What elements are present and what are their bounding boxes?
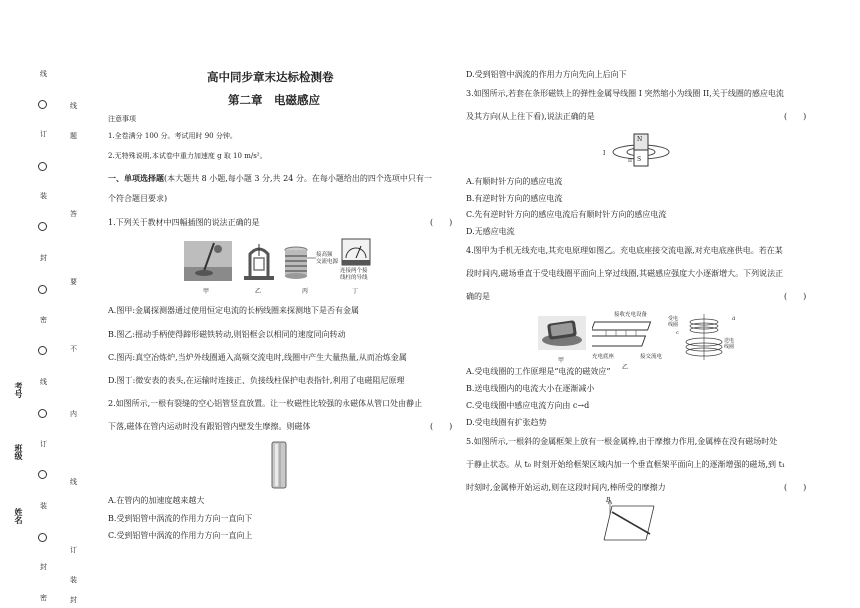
margin-circle	[38, 409, 47, 418]
q4-stem-line2: 段时间内,磁场垂直于受电线圈平面向上穿过线圈,其磁感应强度大小逐渐增大。下列说法正	[466, 269, 784, 278]
notes-item: 1.全卷满分 100 分。考试用时 90 分钟。	[108, 132, 237, 140]
q5-stem-line1: 5.如图所示,一根斜的金属框架上放有一根金属棒,由于摩擦力作用,金属棒在没有磁场时处	[466, 437, 778, 446]
q4-fig-text: 接交流电	[640, 354, 663, 360]
margin-char: 答	[70, 210, 77, 218]
q4-stem-line3: 确的是	[466, 292, 490, 301]
q5-figure-frame	[598, 500, 662, 548]
q4-figure-coils	[684, 314, 724, 362]
q3-option: B.有逆时针方向的感应电流	[466, 194, 563, 203]
q4-fig-text: c	[676, 330, 679, 336]
q1-answer-paren: ( )	[430, 218, 453, 227]
q3-fig-label-ii: II	[628, 158, 632, 164]
q4-fig-text: 接收充电设备	[614, 312, 648, 318]
q3-stem-line1: 3.如图所示,若套在条形磁铁上的弹性金属导线圈 I 突然缩小为线圈 II,关于线圈的感应电流	[466, 89, 784, 98]
margin-char: 订	[40, 440, 47, 448]
q4-answer-paren: ( )	[784, 292, 807, 301]
q4-fig-text: 充电底座	[592, 354, 615, 360]
q4-figure-yi-charger	[592, 318, 658, 352]
q1-option: C.图丙:真空冶炼炉,当炉外线圈通入高频交流电时,线圈中产生大量热量,从而冶炼金属	[108, 353, 407, 362]
section-desc-line2: 个符合题目要求)	[108, 194, 168, 203]
margin-char: 密	[40, 594, 47, 602]
q1-fig-d-text	[340, 268, 368, 282]
margin-circle	[38, 100, 47, 109]
q2-figure-aluminium-tube	[271, 441, 287, 489]
q1-fig-c-text-line: 接高频	[316, 252, 333, 258]
q4-fig-label: 乙	[622, 364, 629, 371]
q2-option-d: D.受到铝管中涡流的作用力方向先向上后向下	[466, 70, 627, 79]
q3-option: D.无感应电流	[466, 227, 515, 236]
chapter-title: 第二章 电磁感应	[228, 93, 320, 107]
q4-figure-jia-phone	[538, 316, 586, 350]
q3-fig-label-s: S	[637, 156, 642, 163]
margin-char: 装	[40, 192, 47, 200]
q4-fig-text: d	[732, 316, 736, 322]
margin-char: 线	[70, 478, 77, 486]
margin-char: 装	[40, 502, 47, 510]
exam-number-field: 考号	[14, 382, 24, 398]
q1-option: D.图丁:微安表的表头,在运输时连接正、负接线柱保护电表指针,利用了电磁阻尼原理	[108, 376, 405, 385]
q1-option: A.图甲:金属探测器通过使用恒定电流的长柄线圈来探测地下是否有金属	[108, 306, 360, 315]
q1-fig-label: 丁	[352, 288, 359, 295]
margin-char: 线	[40, 70, 47, 78]
q3-fig-label-n: N	[637, 136, 643, 143]
q1-figure-ding	[341, 238, 371, 268]
section-desc	[108, 173, 432, 184]
margin-char: 题	[70, 132, 77, 140]
q1-fig-d-text-line: 线柱的导线	[340, 275, 368, 281]
q5-answer-paren: ( )	[784, 483, 807, 492]
margin-char: 线	[40, 378, 47, 386]
q4-option: C.受电线圈中感应电流方向由 c→d	[466, 401, 590, 410]
margin-char: 装	[70, 576, 77, 584]
q4-option: D.受电线圈有扩张趋势	[466, 418, 547, 427]
margin-char: 不	[70, 345, 77, 353]
q3-option: C.先有逆时针方向的感应电流后有顺时针方向的感应电流	[466, 210, 667, 219]
section-heading: 一、单项选择题	[108, 173, 164, 183]
margin-circle	[38, 162, 47, 171]
margin-char: 密	[40, 316, 47, 324]
section-desc-line1: (本大题共 8 小题,每小题 3 分,共 24 分。在每小题给出的四个选项中只有一	[164, 174, 432, 183]
q1-figure-yi	[240, 242, 278, 282]
margin-char: 封	[40, 254, 47, 262]
notes-item: 2.无特殊说明,本试卷中重力加速度 g 取 10 m/s²。	[108, 152, 267, 160]
q4-option: B.送电线圈内的电流大小在逐渐减小	[466, 384, 595, 393]
q1-option: B.图乙:摇动手柄使得蹄形磁铁转动,则铝框会以相同的速度同向转动	[108, 330, 346, 339]
q1-stem: 1.下列关于教材中四幅插图的说法正确的是	[108, 218, 260, 227]
q5-stem-line2: 于静止状态。从 t₀ 时刻开始给框架区域内加一个垂直框架平面向上的逐渐增强的磁场,到 t₁	[466, 460, 786, 469]
q2-stem-line2: 下落,磁体在管内运动时没有跟铝管内壁发生摩擦。则磁体	[108, 422, 311, 431]
q3-fig-label-i: I	[603, 150, 606, 157]
exam-title: 高中同步章末达标检测卷	[207, 70, 334, 84]
margin-circle	[38, 285, 47, 294]
margin-char: 封	[70, 596, 77, 604]
q3-answer-paren: ( )	[784, 112, 807, 121]
q1-fig-label: 丙	[302, 288, 309, 295]
q2-stem-line1: 2.如图所示,一根有裂缝的空心铝管竖直放置。让一枚磁性比较强的永磁体从管口处由静止	[108, 399, 423, 408]
q2-answer-paren: ( )	[430, 422, 453, 431]
q4-option: A.受电线圈的工作原理是“电流的磁效应”	[466, 367, 611, 376]
margin-circle	[38, 222, 47, 231]
q4-stem-line1: 4.图甲为手机无线充电,其充电原理如图乙。充电底座接交流电源,对充电底座供电。若在某	[466, 246, 783, 255]
margin-char: 内	[70, 410, 77, 418]
margin-char: 封	[40, 563, 47, 571]
margin-circle	[38, 346, 47, 355]
margin-circle	[38, 533, 47, 542]
margin-char: 线	[70, 102, 77, 110]
q3-option: A.有顺时针方向的感应电流	[466, 177, 563, 186]
q4-fig-text: 受电线圈	[668, 316, 679, 328]
q1-fig-label: 甲	[203, 288, 210, 295]
q2-option: A.在管内的加速度越来越大	[108, 496, 205, 505]
q1-fig-d-text-line: 连接两个接	[340, 268, 368, 274]
notes-heading: 注意事项	[108, 115, 136, 123]
q1-fig-c-text	[316, 252, 338, 266]
q5-stem-line3: 时刻时,金属棒开始运动,则在这段时间内,棒所受的摩擦力	[466, 483, 666, 492]
q2-option: C.受到铝管中涡流的作用力方向一直向上	[108, 531, 253, 540]
name-field: 姓名	[14, 508, 24, 524]
q5-fig-label-b: B	[606, 497, 611, 504]
q3-stem-line2: 及其方向(从上往下看),说法正确的是	[466, 112, 595, 121]
q1-fig-label: 乙	[255, 288, 262, 295]
margin-circle	[38, 470, 47, 479]
q4-fig-text: 送电线圈	[724, 338, 735, 350]
margin-char: 订	[70, 546, 77, 554]
q1-fig-c-text-line: 交流电源	[316, 259, 339, 265]
margin-char: 订	[40, 130, 47, 138]
q2-option: B.受到铝管中涡流的作用力方向一直向下	[108, 514, 253, 523]
class-field: 班级	[14, 444, 24, 460]
q1-figure-jia	[184, 241, 232, 281]
margin-char: 要	[70, 278, 77, 286]
q4-fig-label: 甲	[558, 357, 565, 364]
